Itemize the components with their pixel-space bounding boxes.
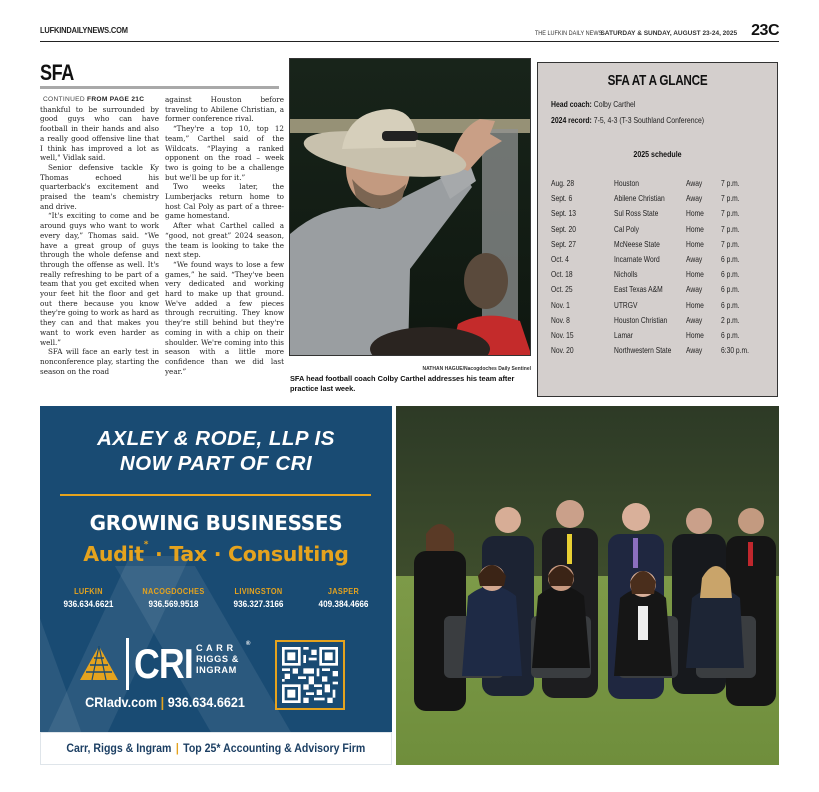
photo-credit: NATHAN HAGUE/Nacogdoches Daily Sentinel [422, 366, 531, 372]
game-location: Home [686, 238, 704, 249]
header-meta [523, 22, 779, 40]
paragraph: thankful to be surrounded by good guys who can have football in their hands and also a really good offensive line that I think has improved a lot as well," Vidlak said. [40, 104, 159, 163]
ad-tagline: GROWING BUSINESSES [89, 511, 343, 535]
service-separator: · [148, 542, 170, 566]
office-city: NACOGDOCHES [142, 586, 205, 596]
site-url: LUFKINDAILYNEWS.COM [40, 25, 128, 35]
schedule-row [551, 284, 771, 299]
continued-label: CONTINUED [43, 96, 85, 103]
service-tax: Tax [169, 542, 207, 566]
game-opponent: Northwestern State [614, 345, 672, 356]
game-location: Away [686, 345, 703, 356]
logo-divider [126, 638, 129, 690]
game-date: Sept. 27 [551, 238, 576, 249]
cri-full-name [196, 641, 252, 675]
registered-mark: ® [246, 641, 252, 647]
record-value: 7-5, 4-3 (T-3 Southland Conference) [593, 115, 705, 125]
game-opponent: McNeese State [614, 238, 660, 249]
game-time: 6 p.m. [721, 269, 740, 280]
office-city: LUFKIN [74, 586, 103, 596]
office-livingston [216, 586, 301, 610]
schedule-row [551, 254, 771, 269]
game-location: Away [686, 253, 703, 264]
sfa-at-a-glance-box [537, 62, 778, 397]
game-time: 7 p.m. [721, 208, 740, 219]
service-consulting: Consulting [228, 542, 349, 566]
game-date: Nov. 8 [551, 314, 570, 325]
game-location: Home [686, 208, 704, 219]
office-list [46, 586, 386, 610]
game-date: Sept. 6 [551, 193, 573, 204]
logo-line-1: C A R R [196, 643, 234, 653]
ad-footer-banner [40, 732, 392, 765]
office-phone: 936.569.9518 [148, 599, 199, 610]
game-location: Away [686, 284, 703, 295]
footer-separator: | [176, 741, 179, 755]
qr-code-icon [282, 647, 338, 703]
cri-advertisement [40, 406, 779, 765]
office-phone: 936.327.3166 [233, 599, 284, 610]
game-location: Home [686, 269, 704, 280]
coach-photo [289, 58, 531, 356]
game-opponent: Cal Poly [614, 223, 639, 234]
office-phone: 409.384.4666 [318, 599, 369, 610]
paragraph: against Houston before traveling to Abilene Christian, a former conference rival. [165, 95, 284, 124]
game-time: 7 p.m. [721, 193, 740, 204]
head-coach-value: Colby Carthel [593, 99, 636, 109]
paragraph: “It's exciting to come and be around guys who want to work every day,” Thomas said. “We have a great group of guys through the whole defense and through the offense as well. It's really refreshing to be part of a team that you get excited when your feet hit the floor and get out there because you know they're going to work as hard as they can and that makes you want to work even harder as well.” [40, 211, 159, 347]
photo-caption: SFA head football coach Colby Carthel addresses his team after practice last week. [290, 374, 515, 393]
ad-website-link[interactable]: CRIadv.com [85, 694, 158, 710]
office-nacogdoches [131, 586, 216, 610]
paragraph: After what Carthel called a “good, not great” 2024 season, the team is looking to take the next step. [165, 221, 284, 260]
game-time: 6 p.m. [721, 299, 740, 310]
game-location: Home [686, 299, 704, 310]
schedule-row [551, 345, 771, 360]
jump-line [43, 95, 159, 105]
story-column-2 [165, 95, 284, 376]
audit-footnote-mark: * [143, 540, 149, 550]
team-photo-illustration [396, 406, 779, 765]
game-opponent: Sul Ross State [614, 208, 659, 219]
schedule-row [551, 239, 771, 254]
logo-line-2: RIGGS & [196, 653, 239, 664]
game-time: 2 p.m. [721, 314, 740, 325]
game-date: Sept. 13 [551, 208, 576, 219]
office-city: LIVINGSTON [234, 586, 283, 596]
service-audit: Audit [83, 542, 144, 566]
ad-contact-line [53, 694, 278, 710]
title-divider [40, 86, 279, 89]
game-time: 7 p.m. [721, 223, 740, 234]
record-fact [551, 115, 704, 125]
logo-line-3: INGRAM [196, 664, 237, 675]
game-date: Nov. 15 [551, 329, 574, 340]
paper-name: THE LUFKIN DAILY NEWS [535, 30, 603, 37]
paragraph: Two weeks later, the Lumberjacks return home to host Cal Poly as part of a three-game homestand. [165, 182, 284, 221]
contact-separator: | [160, 694, 165, 710]
cri-wordmark: CRI [134, 640, 193, 687]
story-body [40, 95, 285, 376]
schedule-heading: 2025 schedule [633, 149, 682, 159]
schedule-row [551, 330, 771, 345]
ad-headline [40, 426, 392, 476]
schedule-row [551, 224, 771, 239]
team-photo [396, 406, 779, 765]
head-coach-label: Head coach: [551, 99, 592, 109]
paragraph: SFA will face an early test in nonconference play, starting the season on the road [40, 347, 159, 376]
game-opponent: UTRGV [614, 299, 638, 310]
coach-photo-illustration [290, 59, 531, 356]
game-opponent: East Texas A&M [614, 284, 663, 295]
game-opponent: Incarnate Word [614, 253, 660, 264]
headline-line-2: NOW PART OF CRI [119, 452, 313, 475]
service-separator: · [206, 542, 229, 566]
office-lufkin [46, 586, 131, 610]
game-time: 6 p.m. [721, 329, 740, 340]
game-time: 7 p.m. [721, 178, 740, 188]
continued-from-page: FROM PAGE 21C [87, 96, 145, 103]
schedule-table [551, 178, 771, 360]
footer-claim: Top 25* Accounting & Advisory Firm [183, 741, 366, 755]
schedule-row [551, 208, 771, 223]
story-column-1 [40, 95, 159, 376]
game-opponent: Houston Christian [614, 314, 668, 325]
game-date: Aug. 28 [551, 178, 575, 188]
schedule-row [551, 178, 771, 193]
ad-services [40, 542, 392, 566]
footer-text [67, 733, 366, 764]
game-date: Oct. 4 [551, 253, 569, 264]
game-location: Home [686, 223, 704, 234]
qr-code[interactable] [275, 640, 345, 710]
ad-text-panel [40, 406, 392, 765]
story-title: SFA [40, 60, 74, 85]
page-header [40, 22, 779, 42]
game-opponent: Abilene Christian [614, 193, 665, 204]
game-time: 6:30 p.m. [721, 345, 749, 356]
game-opponent: Lamar [614, 329, 634, 340]
game-date: Oct. 25 [551, 284, 573, 295]
game-location: Away [686, 193, 703, 204]
paragraph: Senior defensive tackle Ky Thomas echoed his quarterback's excitement and praised the team's chemistry and drive. [40, 162, 159, 211]
head-coach-fact [551, 99, 635, 109]
record-label: 2024 record: [551, 115, 592, 125]
game-time: 6 p.m. [721, 253, 740, 264]
game-time: 6 p.m. [721, 284, 740, 295]
game-date: Nov. 1 [551, 299, 570, 310]
game-location: Home [686, 329, 704, 340]
schedule-row [551, 269, 771, 284]
paragraph: “We found ways to lose a few games,” he said. “They've been very dedicated and working hard to make up that ground. We've added a few pieces through recruiting. They know they're still behind but they're coming in with a chip on their shoulder. We're coming into this season with a little more confidence than we did last year.” [165, 259, 284, 376]
footer-firm-name: Carr, Riggs & Ingram [66, 741, 172, 755]
game-time: 7 p.m. [721, 238, 740, 249]
schedule-row [551, 300, 771, 315]
gold-divider [60, 494, 371, 496]
game-location: Away [686, 314, 703, 325]
cri-triangle-logo-icon [80, 646, 118, 682]
schedule-row [551, 315, 771, 330]
office-city: JASPER [327, 586, 360, 596]
office-phone: 936.634.6621 [63, 599, 114, 610]
game-opponent: Nicholls [614, 269, 638, 280]
game-location: Away [686, 178, 703, 188]
paragraph: “They're a top 10, top 12 team,” Carthel said of the Wildcats. “Playing a ranked opponent on the road – week two is going to be a challenge but we'll be up for it.” [165, 124, 284, 182]
page-number: 23C [751, 22, 779, 39]
game-date: Nov. 20 [551, 345, 574, 356]
cri-logo [80, 638, 250, 690]
game-opponent: Houston [614, 178, 639, 188]
ad-phone: 936.634.6621 [167, 694, 245, 710]
game-date: Sept. 20 [551, 223, 576, 234]
office-jasper [301, 586, 386, 610]
headline-line-1: AXLEY & RODE, LLP IS [97, 427, 335, 450]
game-date: Oct. 18 [551, 269, 573, 280]
issue-date: SATURDAY & SUNDAY, AUGUST 23-24, 2025 [600, 30, 738, 37]
schedule-row [551, 193, 771, 208]
glance-title: SFA AT A GLANCE [607, 72, 708, 89]
